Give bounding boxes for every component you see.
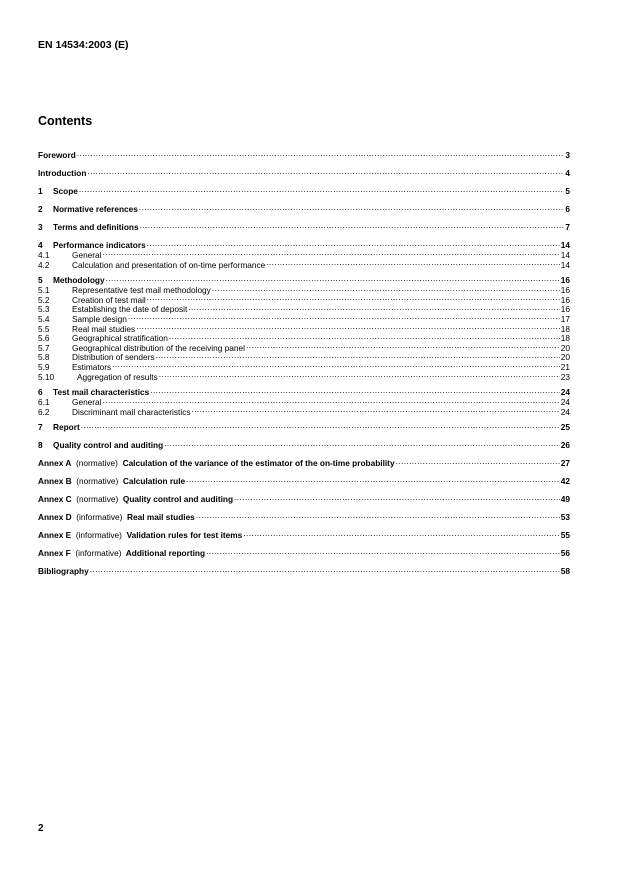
toc-subentry[interactable] [38,312,570,322]
toc-number: 5.5 [38,323,50,334]
annex-title: Calculation of the variance of the estimator of the on-time probability [122,458,395,469]
dot-leader [87,166,564,176]
toc-number: 5.6 [38,333,50,344]
toc-label [38,458,395,468]
toc-number: 5.4 [38,313,50,324]
toc-subentry[interactable] [38,395,570,408]
toc-subentry[interactable] [38,248,570,258]
toc-label: Establishing the date of deposit [72,304,188,315]
toc-page: 56 [560,548,570,559]
toc-label: Real mail studies [72,323,136,334]
toc-number: 7 [38,422,43,433]
toc-label [38,530,242,540]
dot-leader [396,456,560,466]
toc-page: 55 [560,530,570,541]
toc-number: 5.9 [38,361,50,372]
toc-entry-methodology[interactable] [38,273,570,286]
toc-label: Performance indicators [53,240,146,250]
toc-page: 21 [560,361,570,372]
dot-leader [192,405,560,415]
dot-leader [266,258,560,268]
toc-page: 20 [560,352,570,363]
toc-number: 6.2 [38,406,50,417]
annex-title: Calculation rule [122,476,186,487]
toc-number: 2 [38,204,43,214]
toc-page: 49 [560,494,570,505]
toc-page: 16 [560,285,570,296]
page-number: 2 [38,823,44,834]
annex-kind: (informative) [76,512,123,523]
toc-page: 24 [560,397,570,408]
toc-label: Aggregation of results [77,371,158,382]
dot-leader [106,273,560,283]
dot-leader [164,438,560,448]
toc-label [38,512,195,522]
toc-subentry[interactable] [38,350,570,363]
toc-number: 3 [38,222,43,232]
toc-page: 26 [560,440,570,451]
toc-subentry[interactable] [38,302,570,315]
table-of-contents [38,148,570,577]
toc-subentry[interactable] [38,283,570,296]
toc-page: 7 [565,222,570,232]
toc-entry-annex-b[interactable] [38,474,570,487]
dot-leader [159,370,560,380]
annex-kind: (normative) [76,494,119,505]
toc-label: Discriminant mail characteristics [72,406,191,417]
toc-label: Bibliography [38,566,89,577]
toc-subentry[interactable] [38,405,570,415]
toc-label: Terms and definitions [53,222,139,232]
dot-leader [186,474,560,484]
toc-entry-bibliography[interactable] [38,564,570,577]
annex-prefix: Annex B [38,476,72,487]
dot-leader [246,341,560,351]
toc-page: 16 [560,304,570,315]
toc-entry-annex-a[interactable] [38,456,570,469]
dot-leader [156,350,560,360]
toc-page: 14 [560,250,570,260]
annex-kind: (normative) [76,476,119,487]
toc-page: 25 [560,422,570,433]
toc-label: Geographical distribution of the receiving panel [72,342,245,353]
toc-page: 6 [565,204,570,214]
toc-page: 16 [560,275,570,286]
toc-page: 18 [560,323,570,334]
annex-title: Validation rules for test items [126,530,243,541]
dot-leader [112,360,560,370]
contents-title: Contents [38,114,93,128]
toc-label: Quality control and auditing [53,440,164,451]
toc-number: 1 [38,186,43,196]
toc-entry-test-mail[interactable] [38,385,570,398]
toc-entry-quality-control[interactable] [38,438,570,451]
annex-kind: (normative) [75,458,118,469]
toc-number: 5.7 [38,342,50,353]
toc-entry-normative-references[interactable] [38,202,570,212]
toc-page: 23 [560,371,570,382]
toc-entry-scope[interactable] [38,184,570,194]
toc-label: General [72,397,102,408]
toc-label: Report [53,422,80,433]
toc-page: 20 [560,342,570,353]
toc-subentry[interactable] [38,360,570,370]
toc-number: 6 [38,387,43,398]
toc-subentry[interactable] [38,293,570,303]
dot-leader [79,184,564,194]
dot-leader [136,322,560,332]
toc-page: 58 [560,566,570,577]
toc-page: 16 [560,294,570,305]
toc-label: Test mail characteristics [53,387,150,398]
toc-label: Distribution of senders [72,352,155,363]
dot-leader [169,331,560,341]
toc-entry-annex-e[interactable] [38,528,570,541]
toc-page: 53 [560,512,570,523]
toc-page: 14 [560,259,570,270]
toc-label: Representative test mail methodology [72,285,211,296]
dot-leader [212,283,560,293]
toc-label [38,476,185,486]
toc-entry-performance-indicators[interactable] [38,238,570,248]
toc-subentry[interactable] [38,370,570,380]
toc-entry-annex-f[interactable] [38,546,570,559]
dot-leader [196,510,560,520]
dot-leader [103,395,560,405]
toc-number: 4.1 [38,250,50,260]
toc-number: 5.10 [38,371,55,382]
dot-leader [77,148,565,158]
toc-page: 5 [565,186,570,196]
toc-page: 17 [560,313,570,324]
toc-page: 14 [560,240,570,250]
toc-page: 24 [560,387,570,398]
dot-leader [139,202,565,212]
annex-title: Additional reporting [125,548,206,559]
dot-leader [128,312,560,322]
annex-kind: (informative) [75,548,122,559]
toc-entry-annex-c[interactable] [38,492,570,505]
toc-subentry[interactable] [38,258,570,268]
toc-label: Introduction [38,168,87,178]
toc-entry-terms[interactable] [38,220,570,230]
toc-number: 5.8 [38,352,50,363]
toc-label: Foreword [38,150,76,160]
toc-page: 18 [560,333,570,344]
dot-leader [147,238,560,248]
toc-label: Estimators [72,361,112,372]
toc-label: Methodology [53,275,105,286]
toc-number: 5 [38,275,43,286]
dot-leader [150,385,560,395]
toc-number: 6.1 [38,397,50,408]
toc-entry-annex-d[interactable] [38,510,570,523]
toc-label: Creation of test mail [72,294,146,305]
dot-leader [140,220,565,230]
toc-subentry[interactable] [38,341,570,351]
toc-page: 42 [560,476,570,487]
toc-number: 5.2 [38,294,50,305]
dot-leader [188,302,559,312]
toc-number: 8 [38,440,43,451]
toc-label: Sample design [72,313,127,324]
annex-title: Real mail studies [127,512,195,523]
toc-entry-introduction[interactable] [38,166,570,176]
annex-kind: (informative) [75,530,122,541]
toc-label [38,494,233,504]
dot-leader [234,492,560,502]
toc-label: Calculation and presentation of on-time performance [72,259,266,270]
toc-label: Geographical stratification [72,333,168,344]
toc-label: Normative references [53,204,138,214]
document-id: EN 14534:2003 (E) [38,39,129,51]
annex-prefix: Annex D [38,512,72,523]
toc-number: 4.2 [38,259,50,270]
toc-number: 4 [38,240,43,250]
toc-label [38,548,205,558]
dot-leader [81,420,560,430]
annex-title: Quality control and auditing [122,494,234,505]
dot-leader [243,528,559,538]
annex-prefix: Annex A [38,458,72,469]
toc-number: 5.1 [38,285,50,296]
annex-prefix: Annex C [38,494,72,505]
toc-entry-report[interactable] [38,420,570,433]
toc-page: 3 [565,150,570,160]
annex-prefix: Annex F [38,548,71,559]
toc-subentry[interactable] [38,331,570,344]
toc-number: 5.3 [38,304,50,315]
dot-leader [90,564,560,574]
dot-leader [103,248,560,258]
dot-leader [147,293,560,303]
toc-page: 27 [560,458,570,469]
dot-leader [206,546,560,556]
toc-label: Scope [53,186,78,196]
toc-label: General [72,250,102,260]
annex-prefix: Annex E [38,530,72,541]
toc-page: 24 [560,406,570,417]
toc-entry-foreword[interactable] [38,148,570,158]
toc-page: 4 [565,168,570,178]
